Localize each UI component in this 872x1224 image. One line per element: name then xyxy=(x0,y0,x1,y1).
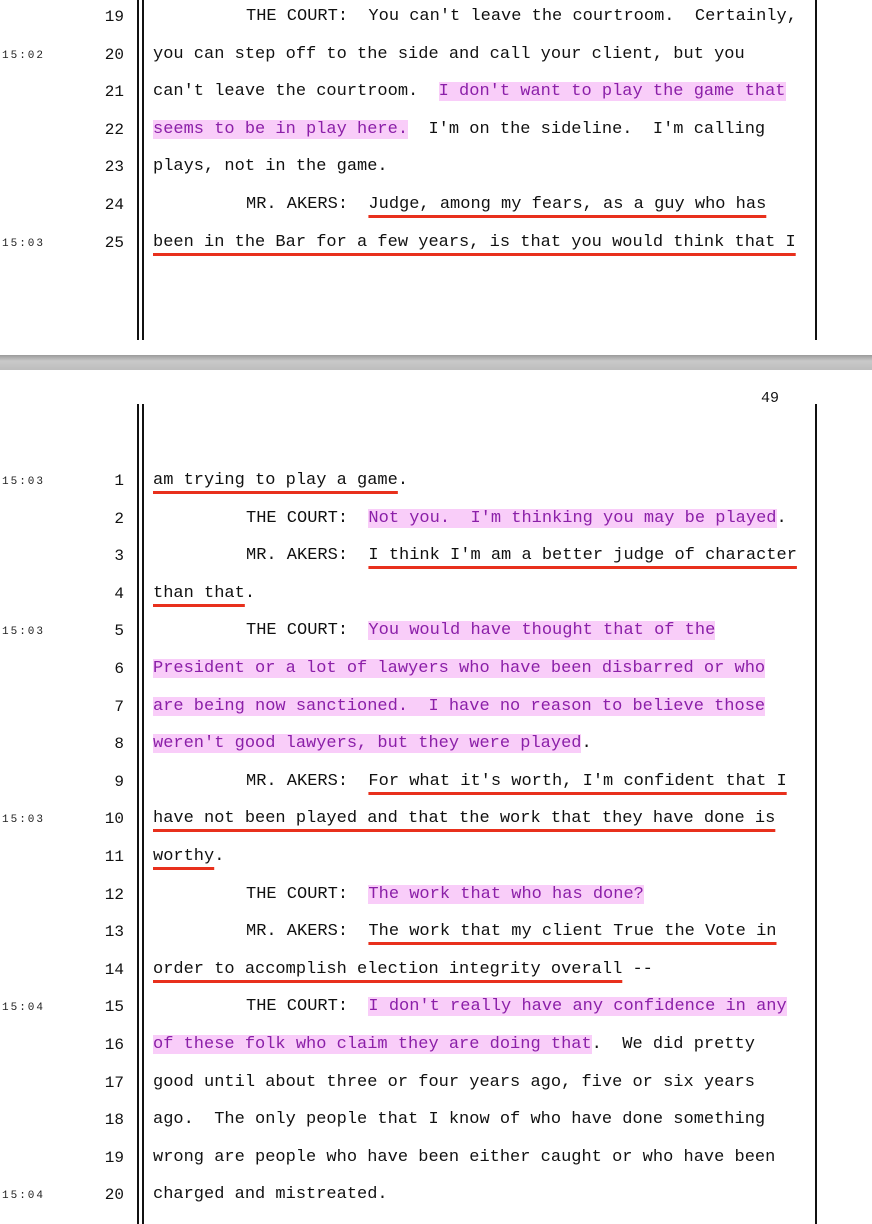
line-text xyxy=(153,922,777,941)
line-text xyxy=(153,885,644,904)
line-text xyxy=(153,584,255,603)
transcript-line xyxy=(0,504,872,542)
line-number: 11 xyxy=(104,848,124,866)
line-text xyxy=(153,1073,755,1092)
plain-text: . xyxy=(776,508,787,528)
line-number: 13 xyxy=(104,923,124,942)
plain-text: ago. The only people that I know of who have done something xyxy=(153,1110,766,1130)
line-number: 14 xyxy=(104,960,124,979)
page-number: 49 xyxy=(760,390,779,407)
underlined-text: order to accomplish election integrity overall xyxy=(153,959,623,979)
line-text xyxy=(153,120,765,139)
line-number: 17 xyxy=(104,1073,124,1092)
plain-text: can't leave the courtroom. xyxy=(153,82,439,102)
underlined-text: am trying to play a game xyxy=(153,471,398,490)
underlined-text: The work that my client True the Vote in xyxy=(368,922,777,942)
highlighted-text: President or a lot of lawyers who have been disbarred or who xyxy=(153,659,766,678)
plain-text: THE COURT: xyxy=(246,508,369,528)
transcript-line xyxy=(0,228,872,266)
line-number: 4 xyxy=(114,584,124,603)
underlined-text: than that xyxy=(153,583,245,603)
transcript-line xyxy=(0,729,872,767)
plain-text: MR. AKERS: xyxy=(246,546,369,566)
line-number: 22 xyxy=(104,120,124,139)
timestamp: 15:03 xyxy=(2,626,46,639)
transcript-line xyxy=(0,40,872,78)
line-number: 9 xyxy=(114,772,124,791)
line-text xyxy=(153,1148,775,1167)
line-text xyxy=(153,471,408,490)
line-number: 15 xyxy=(104,998,124,1017)
line-text xyxy=(153,960,653,979)
timestamp: 15:03 xyxy=(2,476,46,488)
line-text xyxy=(153,809,775,828)
transcript-line xyxy=(0,190,872,228)
highlighted-text: weren't good lawyers, but they were played xyxy=(153,734,582,754)
line-text xyxy=(153,621,715,640)
plain-text: you can step off to the side and call your client, but you xyxy=(153,44,745,64)
plain-text: . xyxy=(581,734,592,754)
timestamp: 15:04 xyxy=(2,1002,46,1015)
plain-text: charged and mistreated. xyxy=(153,1185,388,1205)
transcript-line xyxy=(0,992,872,1030)
line-number: 24 xyxy=(104,196,124,214)
highlighted-text: The work that who has done? xyxy=(368,884,644,904)
line-text xyxy=(153,509,787,528)
line-text xyxy=(153,697,765,716)
transcript-line xyxy=(0,1030,872,1068)
plain-text: THE COURT: xyxy=(246,884,369,904)
highlighted-text: of these folk who claim they are doing that xyxy=(153,1035,592,1054)
plain-text: . We did pretty xyxy=(591,1035,755,1054)
line-text xyxy=(153,45,745,64)
transcript-line xyxy=(0,541,872,579)
line-number: 18 xyxy=(104,1111,124,1130)
transcript-line xyxy=(0,1105,872,1143)
line-number: 20 xyxy=(104,1186,124,1205)
highlighted-text: are being now sanctioned. I have no reason to believe those xyxy=(153,696,766,716)
timestamp: 15:02 xyxy=(2,49,46,62)
transcript-line xyxy=(0,152,872,190)
transcript-line xyxy=(0,2,872,40)
transcript-line xyxy=(0,1143,872,1181)
plain-text: wrong are people who have been either caught or who have been xyxy=(153,1147,776,1167)
line-text xyxy=(153,734,592,753)
line-number: 10 xyxy=(104,810,124,829)
transcript-line xyxy=(0,767,872,805)
transcript-page-49 xyxy=(0,370,872,1224)
underlined-text: been in the Bar for a few years, is that you would think that I xyxy=(153,232,796,252)
line-number: 7 xyxy=(114,697,124,716)
transcript-line xyxy=(0,466,872,504)
line-text xyxy=(153,1185,388,1204)
plain-text: -- xyxy=(622,959,653,979)
line-number: 2 xyxy=(114,509,124,528)
plain-text: . xyxy=(214,847,225,866)
plain-text: . xyxy=(244,583,256,603)
timestamp: 15:03 xyxy=(2,814,46,827)
transcript-line xyxy=(0,1180,872,1218)
highlighted-text: You would have thought that of the xyxy=(368,621,716,641)
line-number: 19 xyxy=(104,8,124,26)
plain-text: MR. AKERS: xyxy=(246,922,369,942)
line-text xyxy=(153,546,797,565)
underlined-text: For what it's worth, I'm confident that I xyxy=(368,771,787,791)
line-number: 16 xyxy=(104,1036,124,1054)
line-text xyxy=(153,1110,765,1129)
line-text xyxy=(153,157,388,176)
transcript-line xyxy=(0,692,872,730)
transcript-line xyxy=(0,804,872,842)
transcript-line xyxy=(0,579,872,617)
line-number: 8 xyxy=(114,735,124,754)
plain-text: plays, not in the game. xyxy=(153,157,388,177)
transcript-line xyxy=(0,842,872,880)
transcript-line xyxy=(0,115,872,153)
underlined-text: worthy xyxy=(153,847,215,866)
line-text xyxy=(153,659,765,678)
plain-text: good until about three or four years ago, five or six years xyxy=(153,1072,755,1092)
plain-text: MR. AKERS: xyxy=(246,771,369,791)
line-number: 6 xyxy=(114,660,124,678)
plain-text: THE COURT: xyxy=(246,621,369,641)
line-text xyxy=(153,195,766,214)
line-number: 5 xyxy=(114,622,124,641)
transcript-line xyxy=(0,77,872,115)
underlined-text: have not been played and that the work that they have done is xyxy=(153,809,776,829)
line-number: 25 xyxy=(104,233,124,252)
line-text xyxy=(153,1035,755,1054)
line-number: 12 xyxy=(104,885,124,904)
line-text xyxy=(153,772,787,791)
line-number: 3 xyxy=(114,547,124,566)
page-separator xyxy=(0,355,872,370)
highlighted-text: seems to be in play here. xyxy=(153,119,409,139)
underlined-text: I think I'm am a better judge of character xyxy=(368,546,797,566)
transcript-line xyxy=(0,1068,872,1106)
line-text xyxy=(153,7,797,26)
underlined-text: Judge, among my fears, as a guy who has xyxy=(368,195,767,214)
line-number: 23 xyxy=(104,158,124,177)
line-text xyxy=(153,997,787,1016)
transcript-line xyxy=(0,616,872,654)
plain-text: THE COURT: xyxy=(246,997,369,1017)
line-text xyxy=(153,82,786,101)
transcript-line xyxy=(0,880,872,918)
transcript-line xyxy=(0,955,872,993)
line-number: 21 xyxy=(104,83,124,102)
line-number: 19 xyxy=(104,1148,124,1167)
line-text xyxy=(153,233,796,252)
highlighted-text: I don't want to play the game that xyxy=(438,82,786,102)
transcript-line xyxy=(0,917,872,955)
highlighted-text: I don't really have any confidence in any xyxy=(368,997,787,1017)
timestamp: 15:04 xyxy=(2,1190,46,1203)
plain-text: I'm on the sideline. I'm calling xyxy=(408,119,766,139)
transcript-page-48 xyxy=(0,0,872,355)
highlighted-text: Not you. I'm thinking you may be played xyxy=(368,508,777,528)
timestamp: 15:03 xyxy=(2,237,46,250)
line-number: 1 xyxy=(114,472,124,490)
plain-text: MR. AKERS: xyxy=(246,195,369,214)
plain-text: THE COURT: You can't leave the courtroom. Certainly, xyxy=(246,7,797,26)
line-number: 20 xyxy=(104,45,124,64)
transcript-line xyxy=(0,654,872,692)
line-text xyxy=(153,847,224,866)
plain-text: . xyxy=(397,471,409,490)
